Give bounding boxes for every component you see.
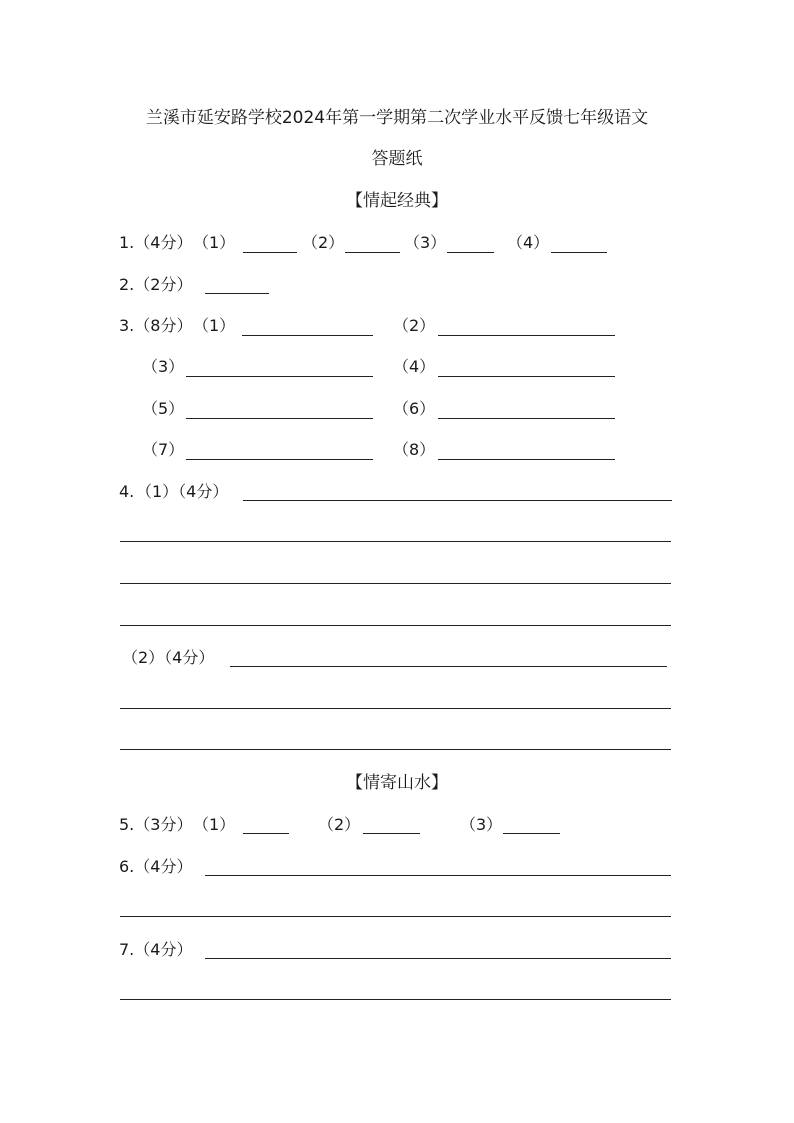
part-label: （1） bbox=[193, 815, 236, 834]
answer-blank[interactable] bbox=[205, 293, 269, 294]
answer-blank[interactable] bbox=[243, 252, 297, 253]
answer-blank[interactable] bbox=[243, 833, 289, 834]
part-label: （8） bbox=[393, 440, 436, 459]
answer-blank[interactable] bbox=[438, 418, 615, 419]
answer-blank[interactable] bbox=[438, 459, 615, 460]
part-label: （3） bbox=[142, 357, 185, 376]
answer-line[interactable] bbox=[120, 708, 671, 709]
answer-blank[interactable] bbox=[503, 833, 560, 834]
answer-line[interactable] bbox=[120, 749, 671, 750]
answer-blank[interactable] bbox=[186, 376, 373, 377]
part-label: （3） bbox=[404, 233, 447, 252]
part-label: （6） bbox=[393, 399, 436, 418]
part-label: （2） bbox=[302, 233, 345, 252]
section-heading-landscape: 【情寄山水】 bbox=[346, 773, 448, 793]
answer-blank[interactable] bbox=[447, 252, 494, 253]
sub-question-label: （2）（4分） bbox=[122, 648, 215, 667]
page-title: 兰溪市延安路学校2024年第一学期第二次学业水平反馈七年级语文 bbox=[145, 108, 649, 128]
answer-line[interactable] bbox=[120, 583, 671, 584]
answer-blank[interactable] bbox=[551, 252, 607, 253]
page-subtitle: 答题纸 bbox=[371, 149, 423, 169]
part-label: （4） bbox=[393, 357, 436, 376]
answer-line[interactable] bbox=[230, 666, 667, 667]
part-label: （7） bbox=[142, 440, 185, 459]
answer-line[interactable] bbox=[120, 541, 671, 542]
section-heading-classics: 【情起经典】 bbox=[346, 191, 448, 211]
answer-line[interactable] bbox=[243, 500, 672, 501]
part-label: （1） bbox=[193, 233, 236, 252]
answer-line[interactable] bbox=[120, 625, 671, 626]
answer-line[interactable] bbox=[205, 875, 671, 876]
answer-blank[interactable] bbox=[438, 335, 615, 336]
answer-line[interactable] bbox=[205, 958, 671, 959]
part-label: （2） bbox=[393, 316, 436, 335]
question-label: 6.（4分） bbox=[119, 857, 193, 876]
part-label: （5） bbox=[142, 399, 185, 418]
answer-blank[interactable] bbox=[363, 833, 420, 834]
answer-blank[interactable] bbox=[345, 252, 400, 253]
part-label: （2） bbox=[318, 815, 361, 834]
question-label: 1.（4分） bbox=[119, 233, 193, 252]
question-label: 2.（2分） bbox=[119, 275, 193, 294]
answer-blank[interactable] bbox=[242, 335, 373, 336]
question-label: 5.（3分） bbox=[119, 815, 193, 834]
sub-question-label: （1）（4分） bbox=[136, 482, 229, 501]
part-label: （4） bbox=[507, 233, 550, 252]
answer-blank[interactable] bbox=[186, 459, 373, 460]
answer-blank[interactable] bbox=[186, 418, 373, 419]
answer-line[interactable] bbox=[120, 999, 671, 1000]
answer-line[interactable] bbox=[120, 916, 671, 917]
question-label: 3.（8分） bbox=[119, 316, 193, 335]
question-label: 7.（4分） bbox=[119, 940, 193, 959]
part-label: （1） bbox=[193, 316, 236, 335]
question-label: 4. bbox=[119, 482, 135, 501]
answer-blank[interactable] bbox=[438, 376, 615, 377]
part-label: （3） bbox=[460, 815, 503, 834]
